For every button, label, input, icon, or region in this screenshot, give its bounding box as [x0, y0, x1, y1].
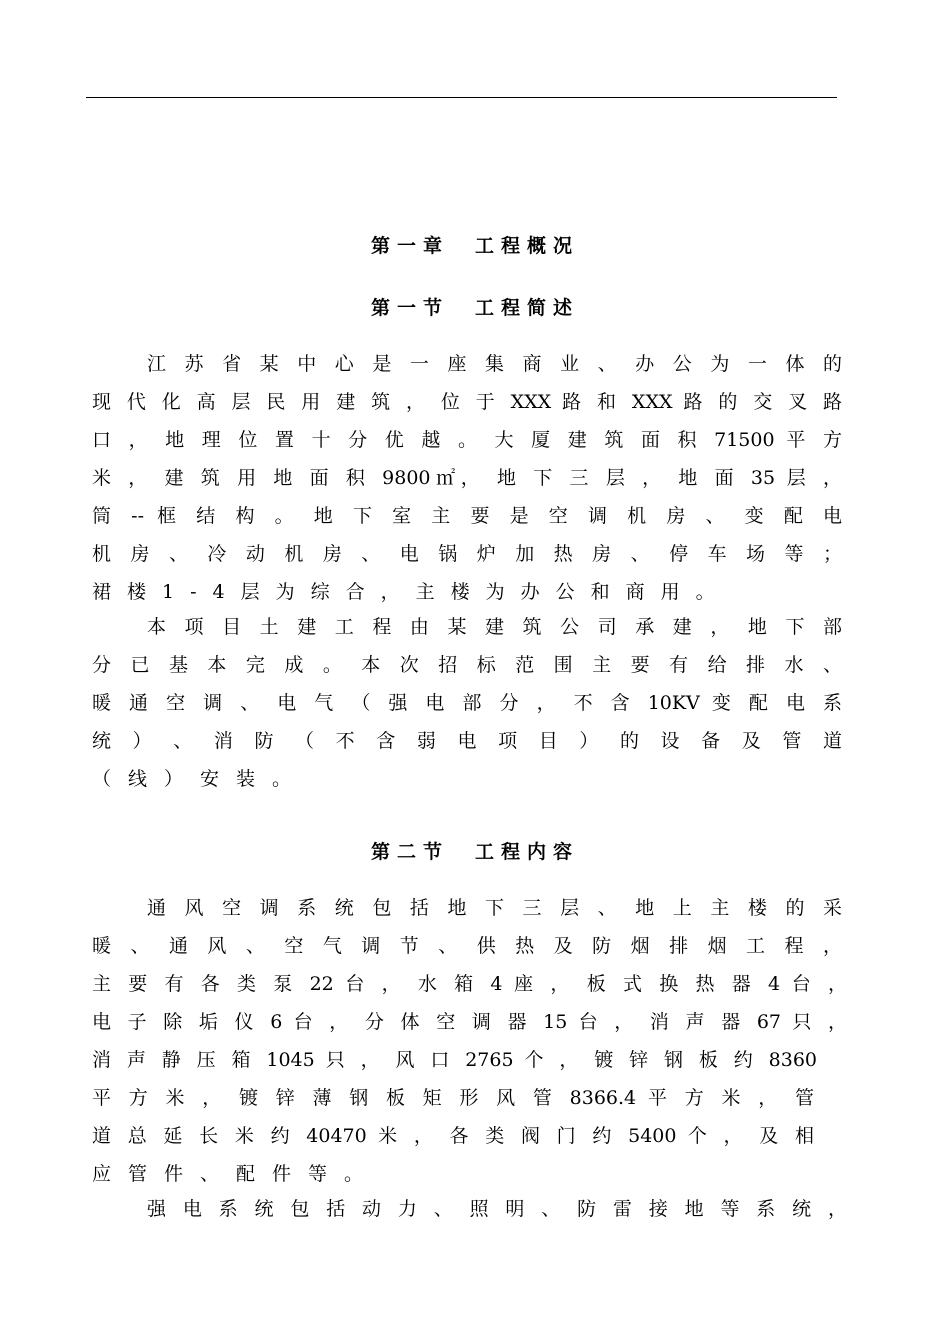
- text-line: 米 ， 建 筑 用 地 面 积 9800㎡， 地 下 三 层 ， 地 面 35 层 ，: [92, 467, 842, 489]
- text-line: 平 方 米 ， 镀 锌 薄 钢 板 矩 形 风 管 8366.4 平 方 米 ， 管: [92, 1087, 814, 1109]
- text-line: 消 声 静 压 箱 1045 只 ， 风 口 2765 个 ， 镀 锌 钢 板 约 8360: [92, 1049, 817, 1071]
- text-line: 筒 -- 框 结 构 。 地 下 室 主 要 是 空 调 机 房 、 变 配 电: [92, 505, 842, 527]
- section-title: 第一节 工程简述: [370, 297, 579, 319]
- text-line: 分 已 基 本 完 成 。 本 次 招 标 范 围 主 要 有 给 排 水 、: [92, 654, 842, 676]
- text-line: 现 代 化 高 层 民 用 建 筑 ， 位 于 XXX 路 和 XXX 路 的 交 叉 路: [92, 391, 842, 413]
- text-line: 裙楼1-4层为综合，主楼为办公和商用。: [92, 581, 731, 603]
- text-line: 应管件、配件等。: [92, 1163, 381, 1185]
- text-line: 本 项 目 土 建 工 程 由 某 建 筑 公 司 承 建 ， 地 下 部: [147, 616, 842, 638]
- text-line: 口 ， 地 理 位 置 十 分 优 越 。 大 厦 建 筑 面 积 71500 平 方: [92, 429, 842, 451]
- text-line: 江 苏 省 某 中 心 是 一 座 集 商 业 、 办 公 为 一 体 的: [147, 353, 842, 375]
- text-line: 机 房 、 冷 动 机 房 、 电 锅 炉 加 热 房 、 停 车 场 等 ；: [92, 543, 842, 565]
- section-title: 第二节 工程内容: [370, 841, 579, 863]
- text-line: 暖 、 通 风 、 空 气 调 节 、 供 热 及 防 烟 排 烟 工 程 ，: [92, 935, 842, 957]
- text-line: 电 子 除 垢 仪 6 台 ， 分 体 空 调 器 15 台 ， 消 声 器 67 只 ，: [92, 1011, 847, 1033]
- text-line: 强 电 系 统 包 括 动 力 、 照 明 、 防 雷 接 地 等 系 统 ，: [147, 1198, 847, 1220]
- text-line: 道 总 延 长 米 约 40470 米 ， 各 类 阀 门 约 5400 个 ， 及 相: [92, 1125, 814, 1147]
- text-line: 通 风 空 调 系 统 包 括 地 下 三 层 、 地 上 主 楼 的 采: [147, 897, 842, 919]
- text-line: 统 ） 、 消 防 （ 不 含 弱 电 项 目 ） 的 设 备 及 管 道: [92, 730, 842, 752]
- header-rule: [86, 97, 837, 98]
- text-line: 暖 通 空 调 、 电 气 （ 强 电 部 分 ， 不 含 10KV 变 配 电 系: [92, 692, 842, 714]
- text-line: 主 要 有 各 类 泵 22 台 ， 水 箱 4 座 ， 板 式 换 热 器 4 台 ，: [92, 973, 847, 995]
- text-line: （线）安装。: [92, 768, 309, 790]
- chapter-title: 第一章 工程概况: [370, 235, 579, 257]
